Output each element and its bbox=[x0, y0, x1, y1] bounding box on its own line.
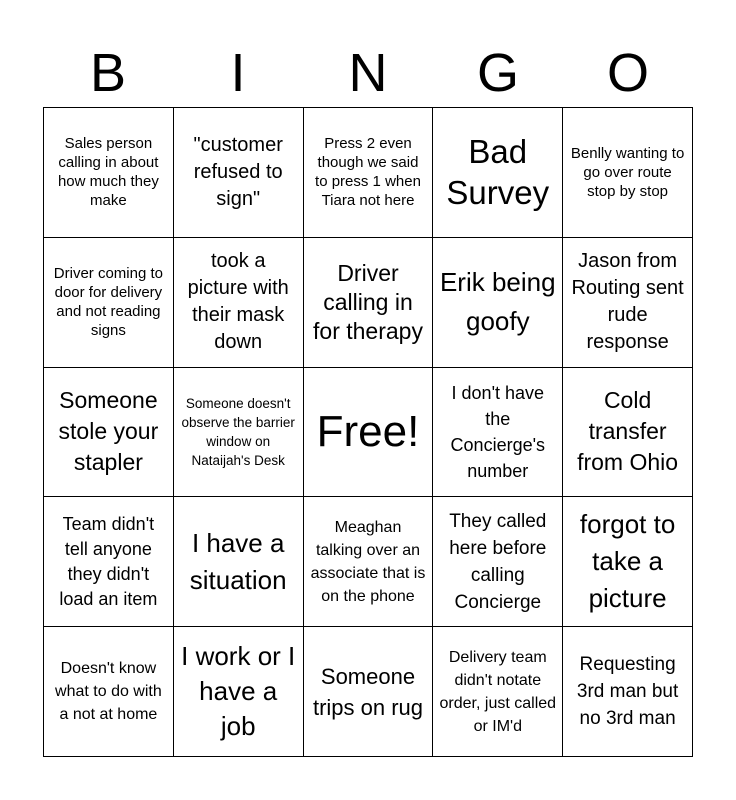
header-letter-g: G bbox=[476, 43, 519, 103]
bingo-cell[interactable] bbox=[433, 627, 563, 757]
header-letter-o: O bbox=[606, 43, 649, 103]
bingo-cell[interactable] bbox=[563, 627, 693, 757]
cell-text: I don't have the Concierge's number bbox=[450, 382, 546, 481]
bingo-cell[interactable] bbox=[174, 368, 304, 498]
bingo-cell[interactable] bbox=[563, 108, 693, 238]
bingo-cell[interactable] bbox=[563, 497, 693, 627]
bingo-cell[interactable] bbox=[433, 238, 563, 368]
bingo-cell[interactable] bbox=[563, 238, 693, 368]
cell-text: Meaghan talking over an associate that is on the phone bbox=[310, 518, 426, 605]
bingo-cell[interactable] bbox=[44, 108, 174, 238]
cell-text: I have a situation bbox=[189, 527, 287, 595]
bingo-cell[interactable] bbox=[174, 238, 304, 368]
cell-text: Someone trips on rug bbox=[312, 663, 424, 720]
bingo-cell[interactable] bbox=[44, 368, 174, 498]
cell-text: Jason from Routing sent rude response bbox=[571, 250, 684, 354]
bingo-free-space[interactable] bbox=[304, 368, 434, 498]
bingo-cell[interactable] bbox=[304, 497, 434, 627]
bingo-header bbox=[43, 40, 693, 106]
cell-text: forgot to take a picture bbox=[579, 509, 676, 614]
bingo-board bbox=[43, 107, 693, 757]
cell-text: "customer refused to sign" bbox=[193, 133, 283, 210]
cell-text: Sales person calling in about how much they make bbox=[57, 135, 159, 210]
cell-text: Erik being goofy bbox=[439, 267, 556, 337]
free-space-text: Free! bbox=[316, 406, 420, 456]
cell-text: Someone stole your stapler bbox=[58, 387, 159, 476]
cell-text: Team didn't tell anyone they didn't load an item bbox=[59, 513, 158, 609]
cell-text: Driver calling in for therapy bbox=[313, 259, 423, 344]
cell-text: Driver coming to door for delivery and not reading signs bbox=[53, 265, 163, 340]
bingo-cell[interactable] bbox=[174, 108, 304, 238]
bingo-cell[interactable] bbox=[304, 238, 434, 368]
header-letter-n: N bbox=[348, 43, 388, 103]
cell-text: Cold transfer from Ohio bbox=[577, 387, 679, 476]
bingo-cell[interactable] bbox=[174, 497, 304, 627]
cell-text: took a picture with their mask down bbox=[187, 250, 289, 354]
cell-text: Bad Survey bbox=[446, 133, 550, 212]
cell-text: They called here before calling Concierge bbox=[449, 510, 547, 613]
cell-text: I work or I have a job bbox=[181, 641, 296, 742]
bingo-cell[interactable] bbox=[44, 497, 174, 627]
bingo-cell[interactable] bbox=[433, 108, 563, 238]
cell-text: Doesn't know what to do with a not at home bbox=[55, 660, 162, 724]
bingo-cell[interactable] bbox=[44, 238, 174, 368]
bingo-cell[interactable] bbox=[44, 627, 174, 757]
header-letter-b: B bbox=[89, 43, 127, 103]
cell-text: Requesting 3rd man but no 3rd man bbox=[576, 654, 679, 730]
cell-text: Someone doesn't observe the barrier window on Nataijah's Desk bbox=[181, 395, 295, 468]
bingo-cell[interactable] bbox=[433, 497, 563, 627]
bingo-cell[interactable] bbox=[304, 108, 434, 238]
bingo-cell[interactable] bbox=[174, 627, 304, 757]
cell-text: Press 2 even though we said to press 1 when Tiara not here bbox=[315, 135, 421, 210]
bingo-cell[interactable] bbox=[304, 627, 434, 757]
bingo-cell[interactable] bbox=[433, 368, 563, 498]
cell-text: Benlly wanting to go over route stop by stop bbox=[570, 144, 685, 200]
bingo-cell[interactable] bbox=[563, 368, 693, 498]
cell-text: Delivery team didn't notate order, just called or IM'd bbox=[439, 648, 557, 735]
header-letter-i: I bbox=[230, 43, 246, 103]
